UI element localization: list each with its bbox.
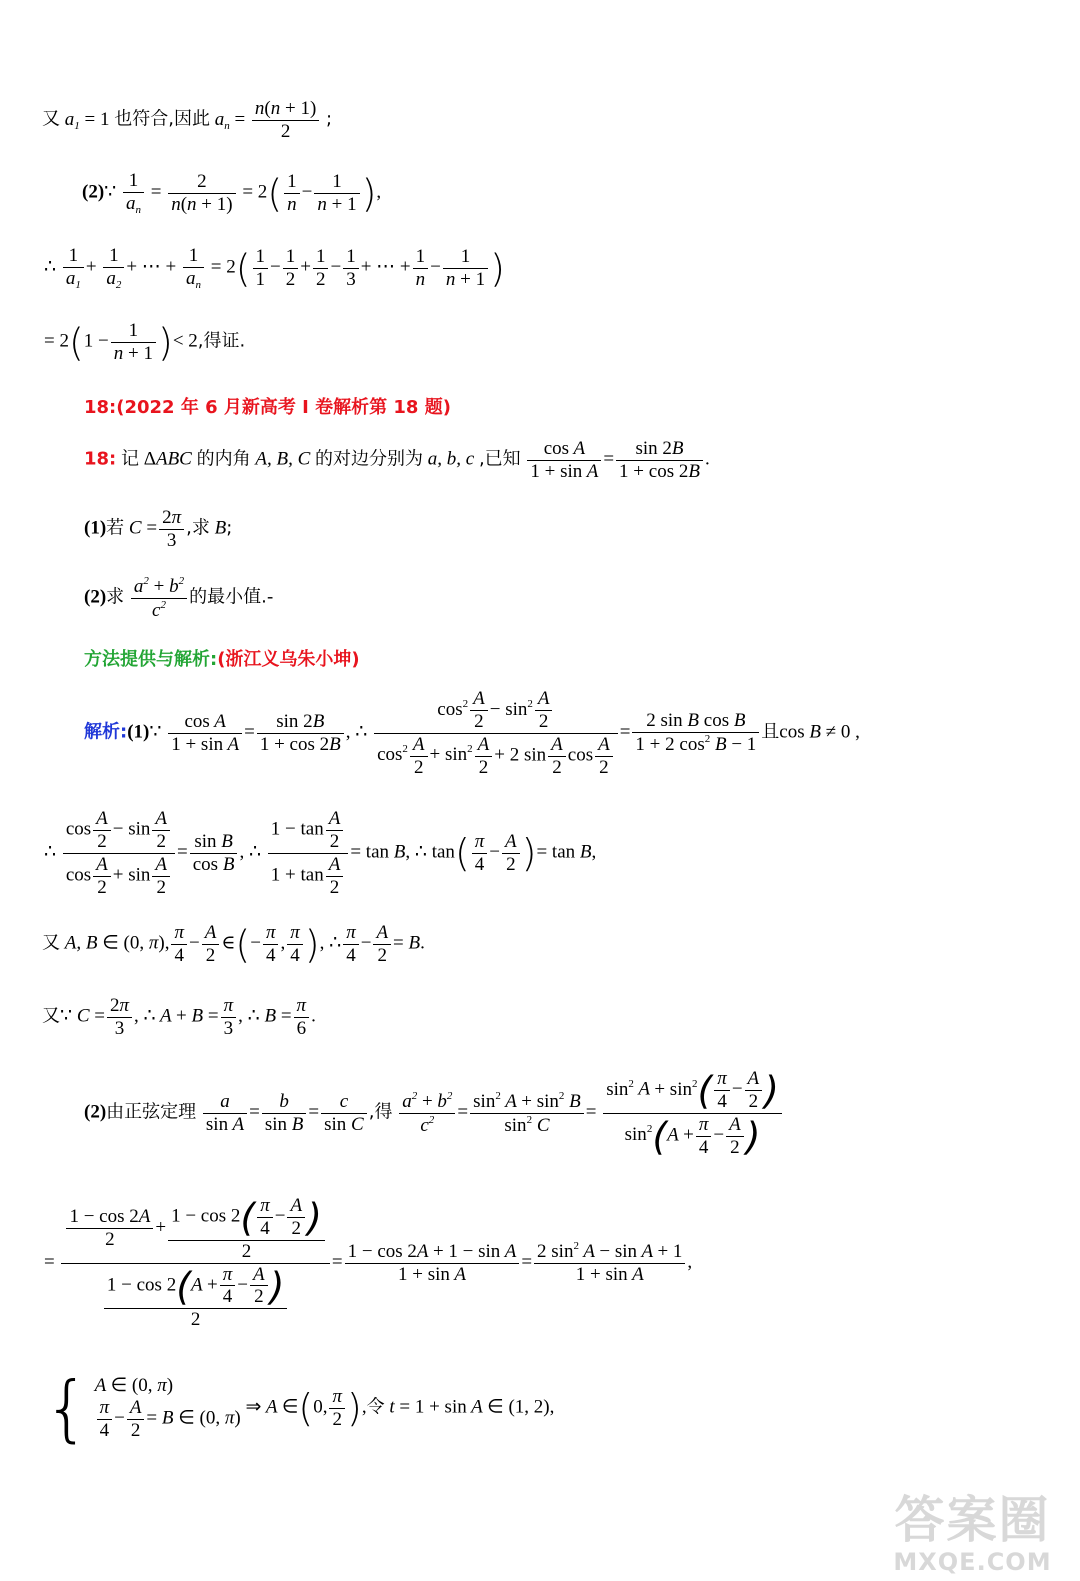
part2-label: (2) xyxy=(84,1101,107,1123)
line-sum: ∴ $\frac{1}{a_1}$ + $\frac{1}{a_2}$ + ⋯ + $\frac{1}{a_n}$ = 2( $\frac{1}{1}$ − $\frac{1}{2}$ + $\frac{1}{2}$ − $\frac{1}{3}$ + ⋯ + $\frac{1}{n}$ − $\frac{1}{n + 1}$ ) xyxy=(44,245,505,291)
text-also-fits: 也符合,因此 xyxy=(114,108,210,130)
method-author: (浙江义乌朱小坤) xyxy=(217,649,360,670)
method-line xyxy=(84,645,1080,671)
q18-text-3: 的对边分别为 xyxy=(315,448,423,470)
line-an-formula xyxy=(42,98,1080,143)
sq2-text-2: 的最小值.- xyxy=(189,586,274,608)
solution-c-value: 又∵ C = $\frac{2\pi}{3}$ , ∴ A + B = $\frac{\pi}{3}$ , ∴ B = $\frac{\pi}{6}$ . xyxy=(42,995,316,1039)
sq2-label: (2) xyxy=(84,586,107,608)
solution-range: 又 A, B ∈ (0, π), $\frac{\pi}{4}$ − $\frac{A}{2}$ ∈(− $\frac{\pi}{4}$ , $\frac{\pi}{4}$ ), ∴ $\frac{\pi}{4}$ − $\frac{A}{2}$ = B. xyxy=(42,922,425,967)
heading-text: 18:(2022 年 6 月新高考 I 卷解析第 18 题) xyxy=(84,397,451,418)
line-part2-reciprocal: (2)∵ $\frac{1}{a_n}$ = $\frac{2}{n(n + 1)}$ = 2( $\frac{1}{n}$ − $\frac{1}{n + 1}$ ), xyxy=(82,170,382,216)
q18-text-2: 的内角 xyxy=(196,448,251,470)
text-you: 又 xyxy=(42,108,60,130)
watermark-logo-text: 答案圈 xyxy=(894,1491,1051,1549)
ling-text: 令 xyxy=(366,1396,385,1418)
section-heading xyxy=(84,393,1080,419)
part2-text-2: ,得 xyxy=(368,1101,393,1123)
sq1-text: 若 xyxy=(106,517,125,539)
proven-text: ,得证. xyxy=(197,330,246,352)
question-18: 18: 记 ΔABC 的内角 A, B, C 的对边分别为 a, b, c ,已知 $\frac{\text{cos A}}{\text{1 + sin A}}$ = $\frac{\sin 2B}{1 + \cos 2B}$ . xyxy=(84,438,710,482)
solution-part2: (2)由正弦定理 $\frac{a}{\text{sin A}}$ = $\frac{b}{\text{sin B}}$ = $\frac{c}{\text{sin C}}$ ,得 $\frac{a^2 + b^2}{c^2}$ = $\frac{\sin^2 A + \sin^2 B}{\sin^2 C}$ = $\sin^2 A + \sin^2$( $\frac{\pi}{4}$ − $\frac{A}{2}$ ) $\sin^2(A$ + $\frac{\pi}{4}$ − $\frac{A}{2}$ ) xyxy=(84,1068,1080,1158)
q18-text-4: ,已知 xyxy=(478,448,521,470)
math-a1: $a_1 = 1$ xyxy=(64,108,110,132)
sq2-text: 求 xyxy=(106,586,125,608)
part-label: (2) xyxy=(82,181,105,203)
you-text-1: 又 xyxy=(42,932,60,954)
sq1-text-2: ,求 xyxy=(186,517,210,539)
semicolon: ; xyxy=(326,108,333,130)
solution-part1: 解析:(1)∵ $\frac{\text{cos A}}{\text{1 + sin A}}$ = $\frac{\sin 2B}{1 + \cos 2B}$ , ∴ $\cos^2$ $\frac{A}{2}$ − $\sin^2$ $\frac{A}{2}$ $\cos^2$ $\frac{A}{2}$ + $\sin^2$ $\frac{A}{2}$ + 2 sin $\frac{A}{2}$ cos $\frac{A}{2}$ = $\frac{\text{2 sin B cos B}}{1 + 2 \cos^2 B - 1}$ 且cos B ≠ 0 , xyxy=(84,688,860,778)
solution-system: { A ∈ (0, π) $\frac{\pi}{4}$ − $\frac{A}{2}$ = B ∈ (0, π) ⇒ A ∈(0, $\frac{\pi}{2}$ ),令 t = 1 + sin A ∈ (1, 2), xyxy=(44,1366,555,1450)
frac-n-n1-over-2: $\frac{n(n + 1)}{2}$ xyxy=(252,98,319,143)
solution-tan: ∴ cos $\frac{A}{2}$ − sin $\frac{A}{2}$ cos $\frac{A}{2}$ + sin $\frac{A}{2}$ = $\frac{\text{sin B}}{\text{cos B}}$ , ∴ 1 − tan $\frac{A}{2}$ 1 + tan $\frac{A}{2}$ = tan B, ∴ tan( $\frac{\pi}{4}$ − $\frac{A}{2}$ )= tan B, xyxy=(44,808,597,898)
q18-text-1: 记 xyxy=(121,448,139,470)
math-an-eq: $a_n$ = xyxy=(214,108,246,132)
subquestion-2: (2)求 $\frac{a^2 + b^2}{c^2}$ 的最小值.- xyxy=(84,575,274,621)
method-label: 方法提供与解析: xyxy=(84,649,218,670)
watermark-logo xyxy=(885,1491,1060,1576)
subquestion-1: (1)若 C = $\frac{2\pi}{3}$ ,求 B; xyxy=(84,507,233,551)
part2-text: 由正弦定理 xyxy=(106,1101,197,1123)
solution-part-label: (1) xyxy=(127,721,150,743)
watermark-url: MXQE.COM xyxy=(893,1548,1052,1576)
line-result: = 2(1 − $\frac{1}{n + 1}$ )< 2,得证. xyxy=(44,320,246,365)
solution-label: 解析: xyxy=(84,721,128,743)
and-text: 且 xyxy=(761,721,780,743)
sq1-label: (1) xyxy=(84,517,107,539)
you-text-2: 又 xyxy=(42,1005,60,1027)
solution-cos-fraction: = $\frac{1 - \cos 2A}{2}$ + 1 − cos 2( $\frac{\pi}{4}$ − $\frac{A}{2}$ ) 2 1 − cos 2(A + $\frac{\pi}{4}$ − $\frac{A}{2}$ ) 2 = $\frac{\text{1 − cos 2A + 1 − sin A}}{\text{1 + sin A}}$ = $\frac{2 \sin^2 A - \sin A + 1}{\text{1 + sin A}}$ , xyxy=(44,1195,693,1331)
q18-label: 18: xyxy=(84,448,117,470)
